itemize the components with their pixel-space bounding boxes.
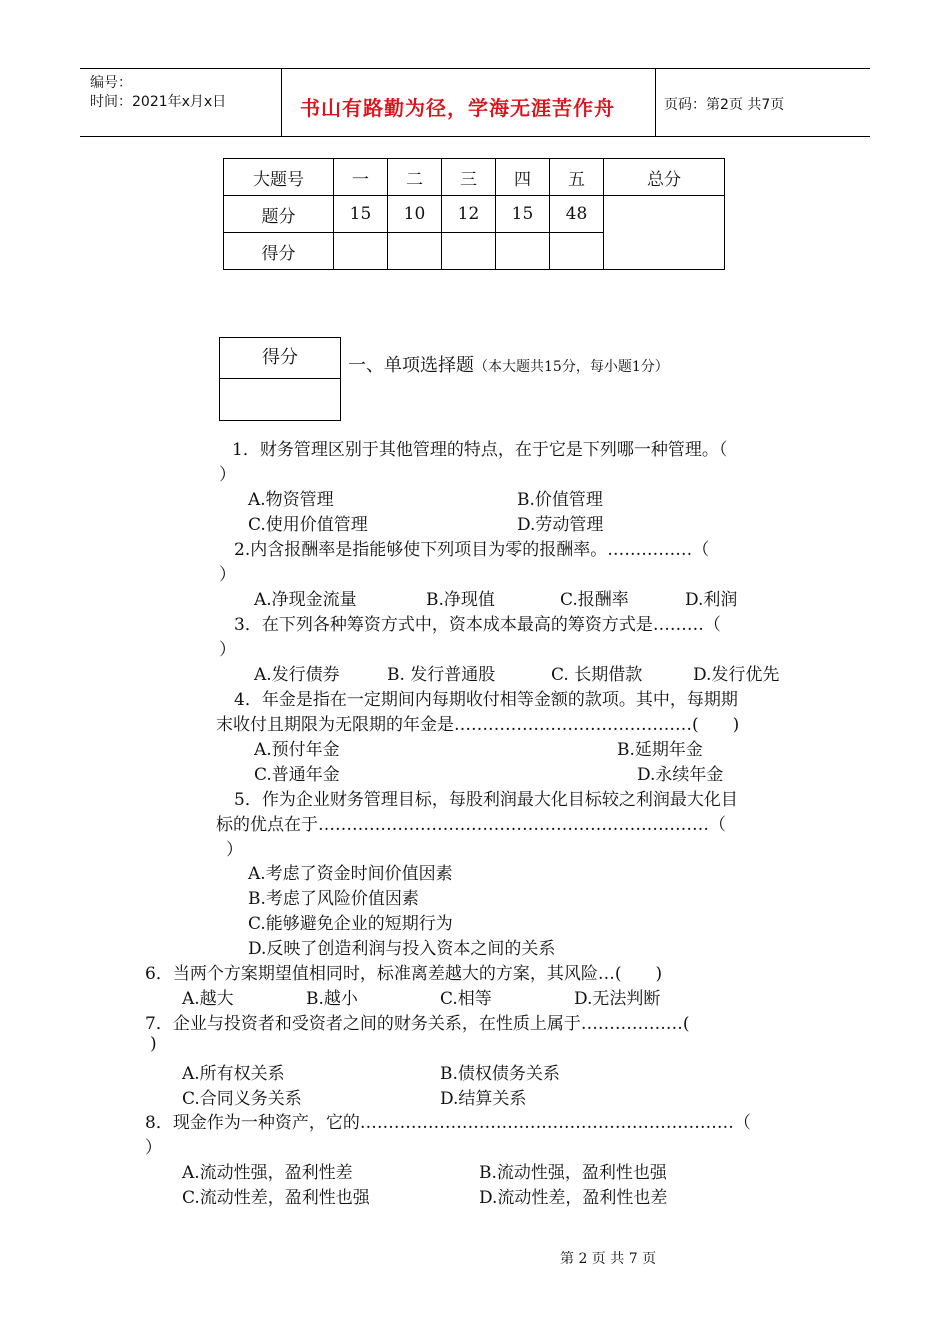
question-2-option-a: A.净现金流量 xyxy=(254,590,357,610)
points-5: 48 xyxy=(550,196,604,233)
question-3-option-d: D.发行优先 xyxy=(693,665,780,685)
header-divider-right xyxy=(655,68,656,136)
question-1-option-b: B.价值管理 xyxy=(517,490,603,510)
question-7-option-b: B.债权债务关系 xyxy=(440,1064,560,1084)
column-1: 一 xyxy=(334,159,388,196)
question-5-option-b: B.考虑了风险价值因素 xyxy=(248,889,419,909)
section-note: （本大题共15分，每小题1分） xyxy=(474,359,669,375)
question-6-option-a: A.越大 xyxy=(182,989,234,1009)
scored-3 xyxy=(442,233,496,270)
question-4-stem-cont: 末收付且期限为无限期的年金是……………………………………( ) xyxy=(216,715,740,735)
section-score-box xyxy=(219,337,341,421)
total-score-cell xyxy=(604,196,725,270)
question-4-option-c: C.普通年金 xyxy=(254,765,340,785)
scored-4 xyxy=(496,233,550,270)
question-8-option-b: B.流动性强，盈利性也强 xyxy=(479,1163,667,1183)
question-5-option-c: C.能够避免企业的短期行为 xyxy=(248,914,453,934)
header-bottom-rule xyxy=(80,136,870,137)
question-8-option-c: C.流动性差，盈利性也强 xyxy=(182,1188,370,1208)
scored-1 xyxy=(334,233,388,270)
row-label-points: 题分 xyxy=(224,196,334,233)
question-8-stem-cont: ） xyxy=(145,1138,162,1158)
column-total: 总分 xyxy=(604,159,725,196)
question-7-option-a: A.所有权关系 xyxy=(182,1064,285,1084)
question-1-option-d: D.劳动管理 xyxy=(517,515,604,535)
question-5-option-a: A.考虑了资金时间价值因素 xyxy=(248,864,453,884)
column-4: 四 xyxy=(496,159,550,196)
section-score-label: 得分 xyxy=(220,338,340,379)
header-motto: 书山有路勤为径，学海无涯苦作舟 xyxy=(300,96,615,120)
question-8-option-d: D.流动性差，盈利性也差 xyxy=(479,1188,668,1208)
header-time-label: 时间：2021年x月x日 xyxy=(90,94,227,110)
question-1-stem-cont: ） xyxy=(219,465,236,485)
header-divider-left xyxy=(281,68,282,136)
question-2-option-d: D.利润 xyxy=(685,590,738,610)
points-1: 15 xyxy=(334,196,388,233)
question-3-option-c: C. 长期借款 xyxy=(551,665,643,685)
question-7-stem-cont: ) xyxy=(150,1034,157,1054)
question-8-stem: 8．现金作为一种资产，它的…………………………………………………………（ xyxy=(145,1113,751,1133)
question-7-option-d: D.结算关系 xyxy=(440,1089,527,1109)
score-table-row-numbers xyxy=(224,159,725,196)
page-footer: 第 2 页 共 7 页 xyxy=(560,1251,657,1267)
question-6-option-d: D.无法判断 xyxy=(574,989,661,1009)
column-3: 三 xyxy=(442,159,496,196)
question-3-stem: 3．在下列各种筹资方式中，资本成本最高的筹资方式是………（ xyxy=(234,615,721,635)
question-7-stem: 7．企业与投资者和受资者之间的财务关系，在性质上属于………………( xyxy=(145,1014,690,1034)
question-5-stem-cont2: ） xyxy=(226,840,243,860)
question-6-option-b: B.越小 xyxy=(306,989,358,1009)
score-table-row-points xyxy=(224,196,725,233)
question-4-option-d: D.永续年金 xyxy=(637,765,724,785)
points-4: 15 xyxy=(496,196,550,233)
question-2-option-b: B.净现值 xyxy=(426,590,495,610)
row-label-scored: 得分 xyxy=(224,233,334,270)
header-top-rule xyxy=(80,68,870,69)
section-title-text: 一、单项选择题 xyxy=(348,355,474,376)
question-8-option-a: A.流动性强，盈利性差 xyxy=(182,1163,353,1183)
question-2-stem: 2.内含报酬率是指能够使下列项目为零的报酬率。……………（ xyxy=(234,540,710,560)
question-7-option-c: C.合同义务关系 xyxy=(182,1089,302,1109)
column-5: 五 xyxy=(550,159,604,196)
question-3-option-a: A.发行债券 xyxy=(254,665,340,685)
section-title xyxy=(348,351,669,377)
question-2-stem-cont: ） xyxy=(219,565,236,585)
question-4-stem: 4．年金是指在一定期间内每期收付相等金额的款项。其中，每期期 xyxy=(234,690,738,710)
question-1-stem: 1．财务管理区别于其他管理的特点，在于它是下列哪一种管理。（ xyxy=(232,440,728,460)
question-4-option-b: B.延期年金 xyxy=(617,740,703,760)
score-table xyxy=(223,158,725,270)
question-2-option-c: C.报酬率 xyxy=(560,590,629,610)
question-4-option-a: A.预付年金 xyxy=(254,740,340,760)
question-6-option-c: C.相等 xyxy=(440,989,492,1009)
question-6-stem: 6．当两个方案期望值相同时，标准离差越大的方案，其风险…( ) xyxy=(145,964,663,984)
question-1-option-a: A.物资管理 xyxy=(248,490,334,510)
scored-2 xyxy=(388,233,442,270)
question-5-option-d: D.反映了创造利润与投入资本之间的关系 xyxy=(248,939,556,959)
row-label-question-number: 大题号 xyxy=(224,159,334,196)
points-2: 10 xyxy=(388,196,442,233)
column-2: 二 xyxy=(388,159,442,196)
header-page-code: 页码：第2页 共7页 xyxy=(664,97,785,113)
question-5-stem-cont: 标的优点在于……………………………………………………………（ xyxy=(216,815,726,835)
scored-5 xyxy=(550,233,604,270)
header-number-label: 编号： xyxy=(90,75,132,91)
question-3-stem-cont: ） xyxy=(219,640,236,660)
question-5-stem: 5．作为企业财务管理目标，每股利润最大化目标较之利润最大化目 xyxy=(234,790,738,810)
question-1-option-c: C.使用价值管理 xyxy=(248,515,368,535)
points-3: 12 xyxy=(442,196,496,233)
question-3-option-b: B. 发行普通股 xyxy=(387,665,496,685)
